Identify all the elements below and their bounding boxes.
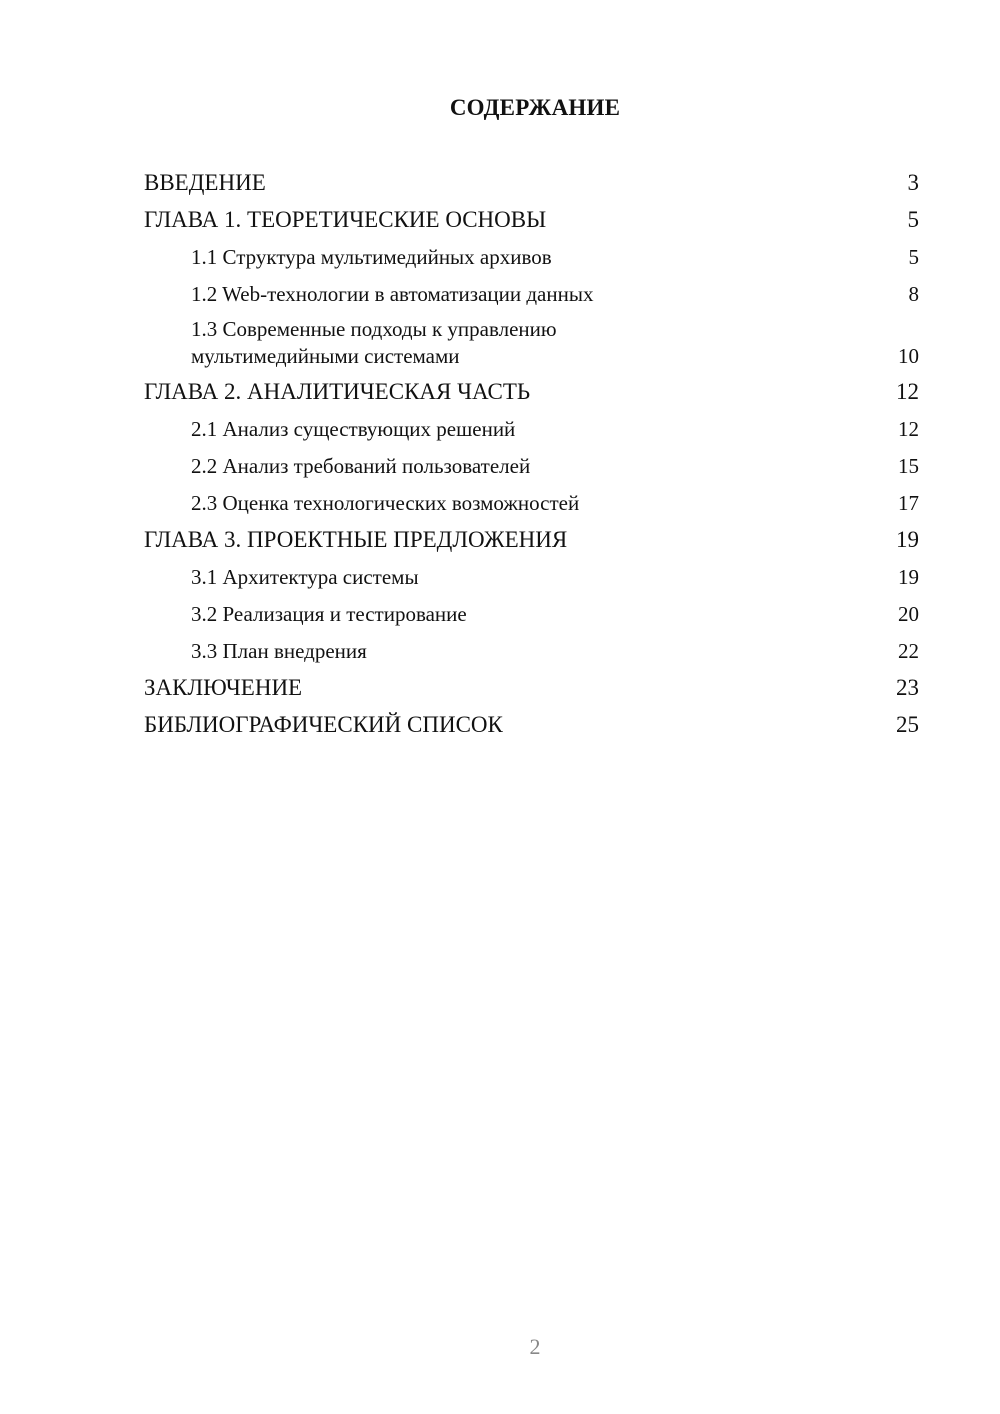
toc-entry-page: 17 bbox=[898, 491, 919, 515]
toc-entry-label: ГЛАВА 2. АНАЛИТИЧЕСКАЯ ЧАСТЬ bbox=[144, 379, 531, 404]
toc-entry-section-1-3 bbox=[144, 316, 919, 370]
toc-entry-section-3-2 bbox=[144, 599, 919, 629]
toc-entry-chapter-3 bbox=[144, 525, 919, 555]
toc-entry-label: 2.1 Анализ существующих решений bbox=[191, 417, 516, 441]
toc-entry-page: 23 bbox=[896, 675, 919, 700]
toc-entry-label: 3.3 План внедрения bbox=[191, 639, 367, 663]
toc-entry-section-2-1 bbox=[144, 414, 919, 444]
toc-entry-chapter-1 bbox=[144, 205, 919, 235]
toc-entry-label: 3.2 Реализация и тестирование bbox=[191, 602, 467, 626]
toc-entry-label: 1.1 Структура мультимедийных архивов bbox=[191, 245, 552, 269]
toc-entry-page: 3 bbox=[907, 170, 919, 195]
toc-entry-page: 15 bbox=[898, 454, 919, 478]
toc-entry-section-1-1 bbox=[144, 242, 919, 272]
toc-entry-label: ЗАКЛЮЧЕНИЕ bbox=[144, 675, 303, 700]
toc-entry-label: 2.2 Анализ требований пользователей bbox=[191, 454, 531, 478]
toc-entry-page: 25 bbox=[896, 712, 919, 737]
toc-entry-label: ГЛАВА 3. ПРОЕКТНЫЕ ПРЕДЛОЖЕНИЯ bbox=[144, 527, 568, 552]
toc-entry-page: 19 bbox=[898, 565, 919, 589]
page-number: 2 bbox=[529, 1334, 541, 1359]
table-of-contents bbox=[144, 168, 919, 747]
toc-entry-section-3-1 bbox=[144, 562, 919, 592]
toc-entry-page: 8 bbox=[908, 282, 919, 306]
toc-entry-label: 1.2 Web-технологии в автоматизации данных bbox=[191, 282, 594, 306]
toc-entry-page: 19 bbox=[896, 527, 919, 552]
toc-entry-section-2-2 bbox=[144, 451, 919, 481]
toc-entry-label: БИБЛИОГРАФИЧЕСКИЙ СПИСОК bbox=[144, 712, 503, 737]
toc-entry-page: 20 bbox=[898, 602, 919, 626]
toc-entry-page: 10 bbox=[898, 344, 919, 368]
page-title: СОДЕРЖАНИЕ bbox=[449, 95, 621, 120]
toc-entry-label: ГЛАВА 1. ТЕОРЕТИЧЕСКИЕ ОСНОВЫ bbox=[144, 207, 547, 232]
toc-entry-section-2-3 bbox=[144, 488, 919, 518]
toc-entry-bibliography bbox=[144, 710, 919, 740]
toc-entry-label: 1.3 Современные подходы к управлению мультимедийными системами bbox=[191, 317, 557, 368]
toc-entry-introduction bbox=[144, 168, 919, 198]
toc-entry-section-1-2 bbox=[144, 279, 919, 309]
toc-entry-chapter-2 bbox=[144, 377, 919, 407]
toc-entry-page: 5 bbox=[908, 245, 919, 269]
toc-entry-label: 3.1 Архитектура системы bbox=[191, 565, 419, 589]
toc-entry-label: ВВЕДЕНИЕ bbox=[144, 170, 266, 195]
toc-entry-page: 12 bbox=[896, 379, 919, 404]
toc-entry-page: 12 bbox=[898, 417, 919, 441]
toc-entry-conclusion bbox=[144, 673, 919, 703]
toc-entry-page: 22 bbox=[898, 639, 919, 663]
toc-entry-label: 2.3 Оценка технологических возможностей bbox=[191, 491, 580, 515]
toc-entry-page: 5 bbox=[907, 207, 919, 232]
toc-entry-section-3-3 bbox=[144, 636, 919, 666]
